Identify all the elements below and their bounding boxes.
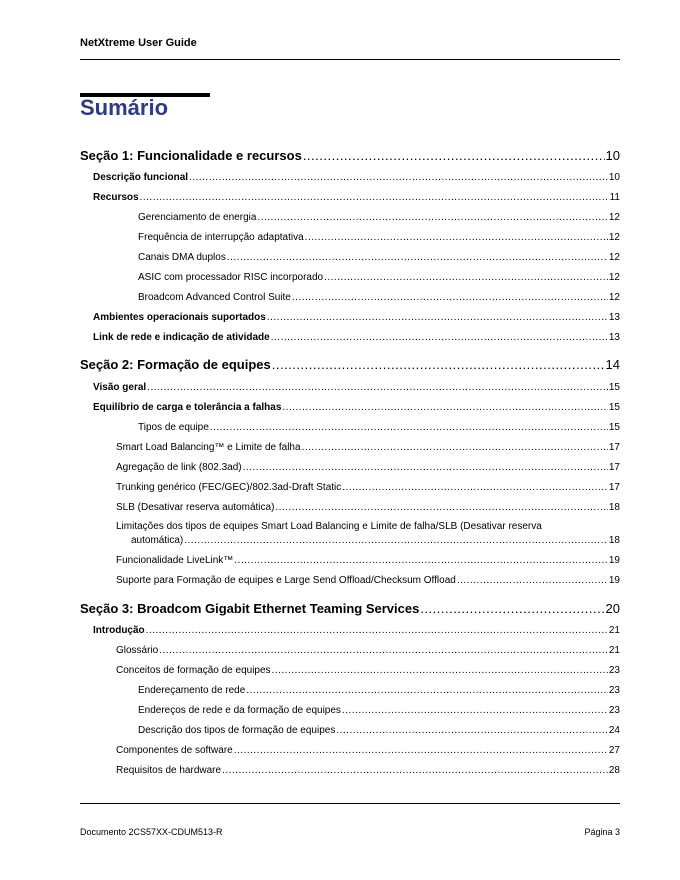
toc-page: 21 <box>608 625 620 636</box>
toc-leader <box>342 482 608 493</box>
toc-page: 21 <box>608 645 620 656</box>
toc-leader <box>210 422 608 433</box>
toc-entry[interactable] <box>116 765 620 776</box>
toc-page: 17 <box>608 442 620 453</box>
toc-entry[interactable] <box>138 292 620 303</box>
toc-leader <box>271 332 608 343</box>
toc-label: Link de rede e indicação de atividade <box>93 332 270 343</box>
toc-entry[interactable] <box>93 625 620 636</box>
toc-page: 12 <box>608 272 620 283</box>
toc-leader <box>282 402 607 413</box>
toc-label: Agregação de link (802.3ad) <box>116 462 242 473</box>
toc-label: Ambientes operacionais suportados <box>93 312 266 323</box>
page-title: Sumário <box>80 95 169 120</box>
toc-page: 17 <box>608 482 620 493</box>
toc-entry[interactable] <box>138 705 620 716</box>
toc-entry[interactable] <box>116 482 620 493</box>
footer-page-number: Página 3 <box>584 827 620 837</box>
toc-entry[interactable] <box>93 332 620 343</box>
toc-label: Visão geral <box>93 382 147 393</box>
toc-page: 15 <box>608 402 620 413</box>
toc-entry[interactable] <box>116 502 620 513</box>
toc-leader <box>159 645 608 656</box>
toc-page: 15 <box>608 422 620 433</box>
footer-divider <box>80 803 620 804</box>
toc-leader <box>457 575 608 586</box>
toc-leader <box>246 685 608 696</box>
toc-entry[interactable] <box>116 575 620 586</box>
toc-label: Componentes de software <box>116 745 233 756</box>
toc-entry[interactable] <box>116 462 620 473</box>
toc-entry[interactable] <box>138 272 620 283</box>
toc-page: 13 <box>608 312 620 323</box>
toc-leader <box>303 148 605 163</box>
toc-label: Gerenciamento de energia <box>138 212 257 223</box>
toc-leader <box>336 725 608 736</box>
toc-page: 18 <box>608 502 620 513</box>
toc-leader <box>302 442 608 453</box>
toc-leader <box>146 625 608 636</box>
toc-entry[interactable] <box>116 745 620 756</box>
running-header: NetXtreme User Guide <box>80 37 197 49</box>
toc-label: Funcionalidade LiveLink™ <box>116 555 234 566</box>
toc-label: Requisitos de hardware <box>116 765 222 776</box>
toc-section-1[interactable] <box>80 148 620 163</box>
toc-page: 13 <box>608 332 620 343</box>
toc-page: 19 <box>608 575 620 586</box>
toc-label: Recursos <box>93 192 139 203</box>
toc-label: Descrição dos tipos de formação de equipes <box>138 725 336 736</box>
toc-entry[interactable] <box>138 252 620 263</box>
toc-page: 18 <box>608 535 620 546</box>
toc-label: SLB (Desativar reserva automática) <box>116 502 275 513</box>
toc-label: Conceitos de formação de equipes <box>116 665 271 676</box>
toc-entry[interactable] <box>138 212 620 223</box>
toc-page: 10 <box>605 148 620 163</box>
toc-leader <box>292 292 608 303</box>
toc-entry[interactable] <box>93 172 620 183</box>
toc-page: 23 <box>608 705 620 716</box>
toc-label: Glossário <box>116 645 159 656</box>
toc-label: Introdução <box>93 625 145 636</box>
toc-page: 11 <box>609 192 620 203</box>
toc-leader <box>272 665 608 676</box>
toc-page: 23 <box>608 685 620 696</box>
toc-leader <box>234 555 608 566</box>
toc-leader <box>420 601 604 616</box>
toc-entry[interactable] <box>116 665 620 676</box>
toc-leader <box>222 765 608 776</box>
toc-entry[interactable] <box>138 685 620 696</box>
toc-leader <box>272 357 605 372</box>
toc-leader <box>140 192 609 203</box>
toc-page: 10 <box>608 172 620 183</box>
toc-label: Equilíbrio de carga e tolerância a falhas <box>93 402 282 413</box>
toc-label: Seção 3: Broadcom Gigabit Ethernet Teaming Services <box>80 601 420 616</box>
toc-page: 14 <box>605 357 620 372</box>
toc-entry[interactable] <box>93 402 620 413</box>
toc-entry[interactable] <box>116 645 620 656</box>
toc-leader <box>147 382 608 393</box>
toc-entry-wrapped-first-line[interactable]: Limitações dos tipos de equipes Smart Load Balancing e Limite de falha/SLB (Desativar reserva <box>116 521 542 532</box>
toc-label: Tipos de equipe <box>138 422 209 433</box>
toc-label: Suporte para Formação de equipes e Large Send Offload/Checksum Offload <box>116 575 456 586</box>
toc-leader <box>227 252 608 263</box>
toc-page: 20 <box>605 601 620 616</box>
toc-label: Seção 1: Funcionalidade e recursos <box>80 148 302 163</box>
toc-leader <box>324 272 608 283</box>
toc-leader <box>275 502 607 513</box>
toc-entry[interactable] <box>93 382 620 393</box>
toc-label: Descrição funcional <box>93 172 189 183</box>
toc-entry[interactable] <box>93 312 620 323</box>
toc-entry[interactable] <box>116 442 620 453</box>
toc-page: 12 <box>608 292 620 303</box>
toc-leader <box>184 535 608 546</box>
toc-entry[interactable] <box>116 555 620 566</box>
toc-entry[interactable] <box>131 535 620 546</box>
toc-page: 23 <box>608 665 620 676</box>
toc-label: Endereços de rede e da formação de equipes <box>138 705 341 716</box>
toc-label: Seção 2: Formação de equipes <box>80 357 271 372</box>
toc-page: 19 <box>608 555 620 566</box>
toc-label: Canais DMA duplos <box>138 252 226 263</box>
toc-label: Endereçamento de rede <box>138 685 246 696</box>
toc-label: Smart Load Balancing™ e Limite de falha <box>116 442 301 453</box>
toc-leader <box>189 172 608 183</box>
toc-section-3[interactable] <box>80 601 620 616</box>
toc-entry[interactable] <box>138 232 620 243</box>
toc-section-2[interactable] <box>80 357 620 372</box>
toc-leader <box>267 312 608 323</box>
header-divider <box>80 59 620 60</box>
toc-page: 17 <box>608 462 620 473</box>
toc-page: 12 <box>608 232 620 243</box>
toc-entry[interactable] <box>138 422 620 433</box>
toc-label: Frequência de interrupção adaptativa <box>138 232 304 243</box>
toc-leader <box>305 232 608 243</box>
toc-page: 15 <box>608 382 620 393</box>
toc-page: 12 <box>608 212 620 223</box>
toc-label: ASIC com processador RISC incorporado <box>138 272 324 283</box>
toc-leader <box>234 745 608 756</box>
toc-label: Trunking genérico (FEC/GEC)/802.3ad-Draft Static <box>116 482 342 493</box>
toc-leader <box>342 705 608 716</box>
toc-page: 27 <box>608 745 620 756</box>
toc-leader <box>243 462 608 473</box>
toc-label: Broadcom Advanced Control Suite <box>138 292 291 303</box>
toc-entry[interactable] <box>138 725 620 736</box>
footer-document-id: Documento 2CS57XX-CDUM513-R <box>80 827 223 837</box>
toc-page: 12 <box>608 252 620 263</box>
toc-label-continuation: automática) <box>131 535 184 546</box>
toc-leader <box>257 212 607 223</box>
toc-page: 28 <box>608 765 620 776</box>
toc-page: 24 <box>608 725 620 736</box>
toc-entry[interactable] <box>93 192 620 203</box>
